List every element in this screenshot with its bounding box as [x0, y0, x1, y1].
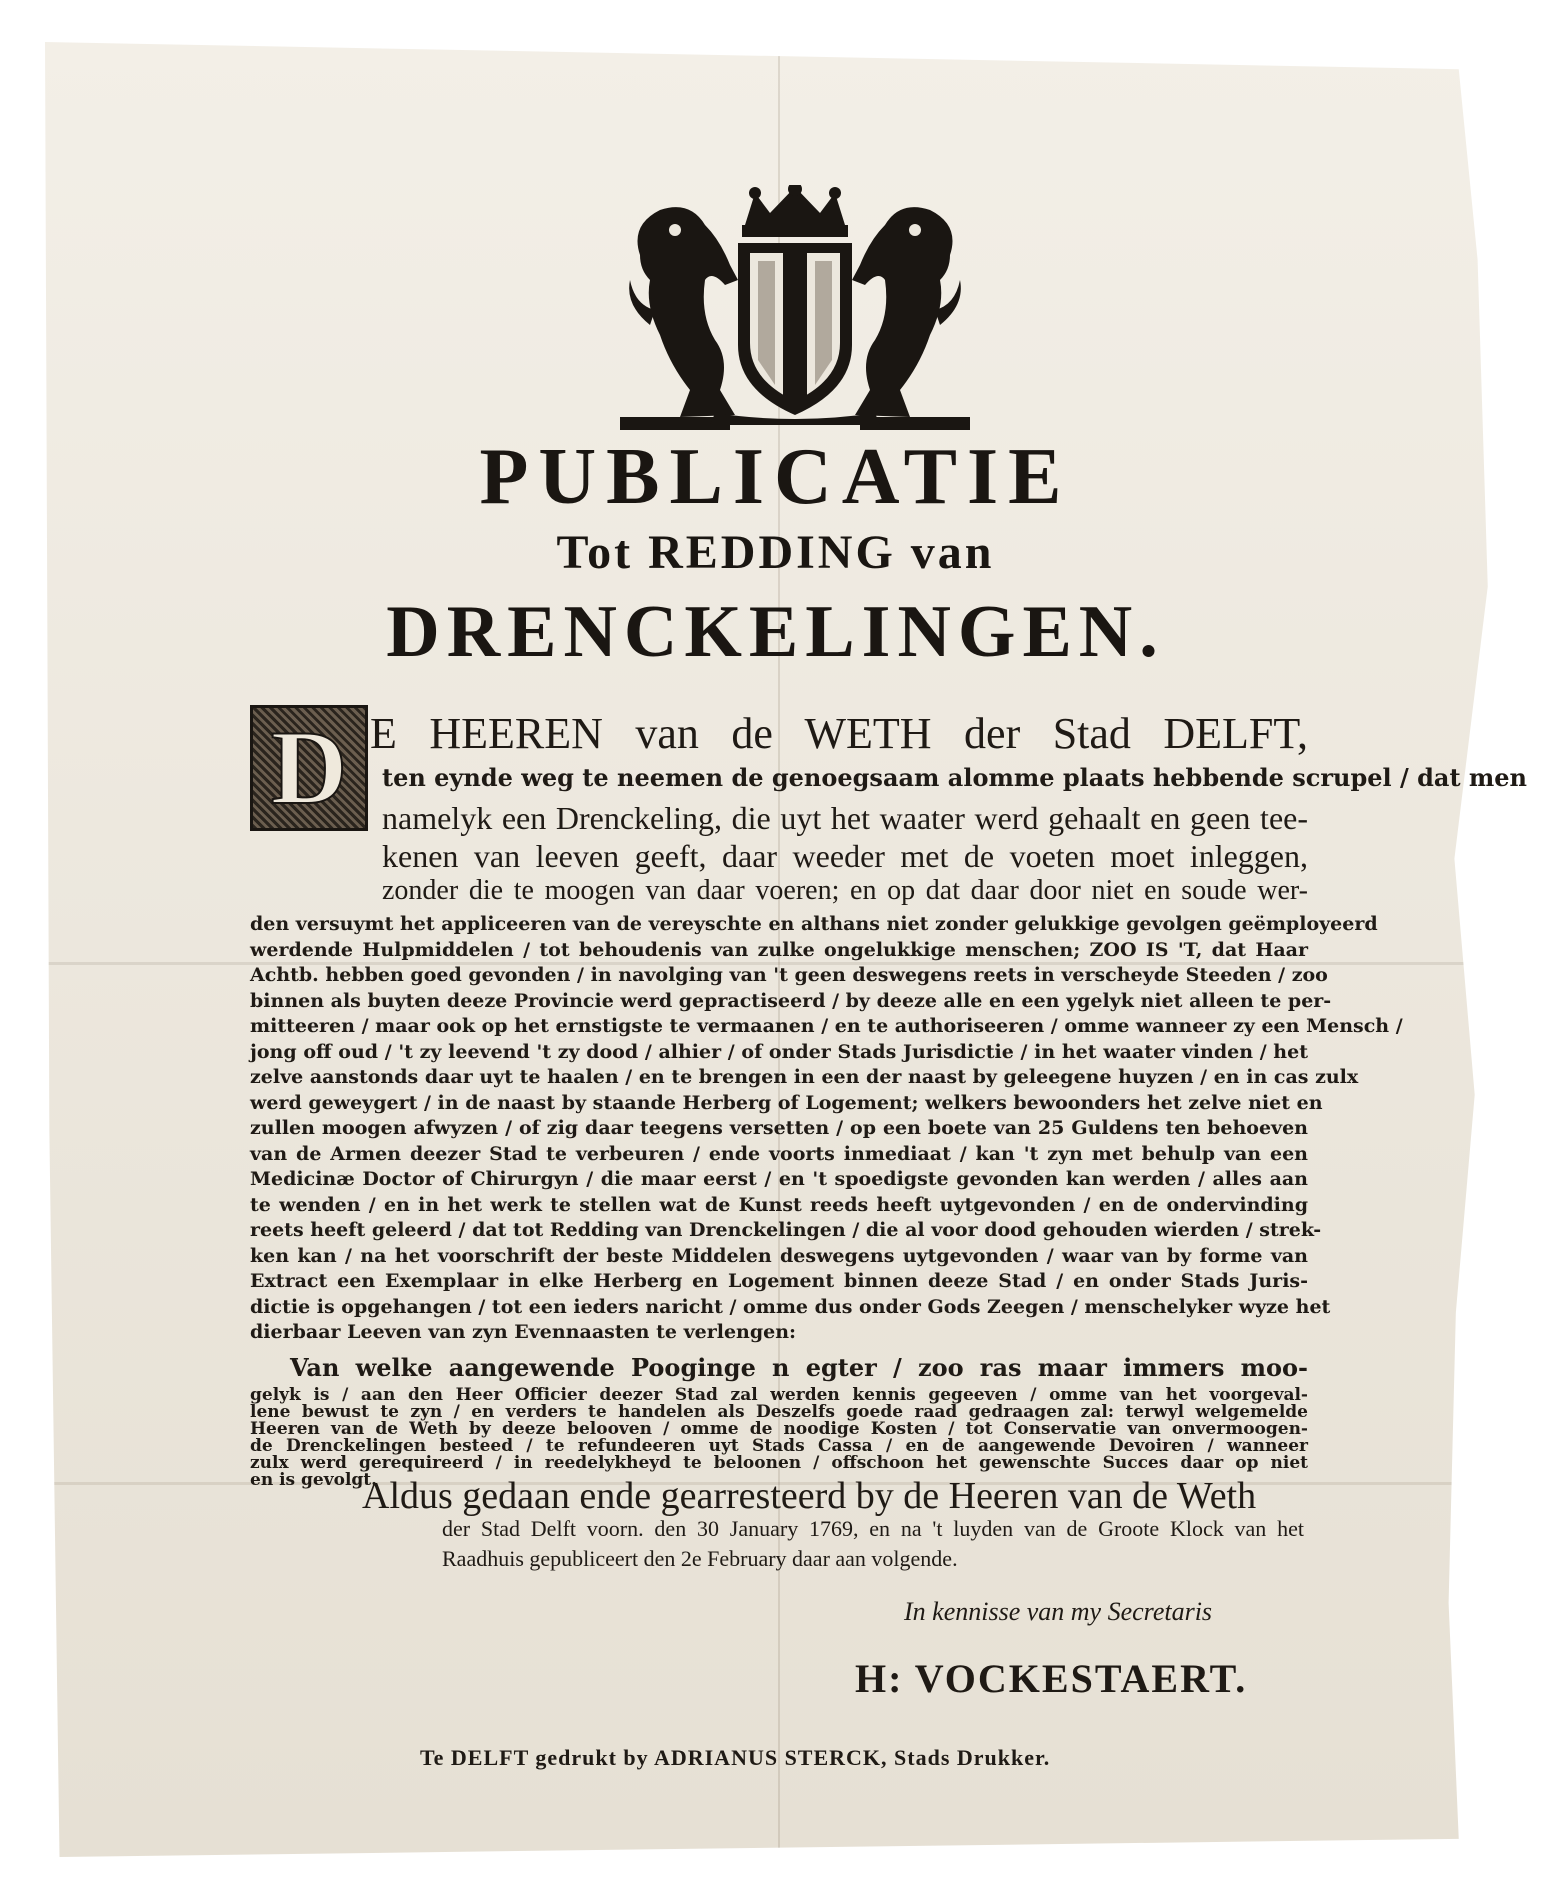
body-line: en is gevolgt.: [250, 1469, 378, 1490]
body-line: Achtb. hebben goed gevonden / in navolging van 't geen deswegens reets in verscheyde Steeden / zoo: [250, 964, 1328, 986]
decorated-initial-letter: D: [270, 709, 348, 826]
body-line: dictie is opgehangen / tot een ieders naricht / omme dus onder Gods Zeegen / menschelyker wyze het: [250, 1295, 1331, 1318]
closing-date-line: der Stad Delft voorn. den 30 January 1769, en na 't luyden van de Groote Klock van het: [442, 1516, 1304, 1541]
body-line: gelyk is / aan den Heer Officier deezer Stad zal werden kennis gegeeven / omme van het voorgeval-: [250, 1384, 1308, 1405]
body-line: Heeren van de Weth by deeze belooven / omme de noodige Kosten / tot Conservatie van onvermoogen-: [250, 1418, 1308, 1439]
body-line: werdende Hulpmiddelen / tot behoudenis van zulke ongelukkige menschen; ZOO IS 'T, dat Haar: [250, 938, 1308, 961]
closing-publication-line: Raadhuis gepubliceert den 2e February daar aan volgende.: [442, 1546, 958, 1571]
body-line: lene bewust te zyn / en verders te handelen als Deszelfs goede raad gedraagen zal: terwyl welgemelde: [250, 1401, 1308, 1422]
body-line: zulx werd gerequireerd / in reedelykheyd te beloonen / offschoon het gewenschte Succes daar op niet: [250, 1452, 1308, 1473]
body-line: werd geweygert / in de naast by staande Herberg of Logement; welkers bewoonders het zelve niet en: [250, 1091, 1323, 1114]
printer-imprint: Te DELFT gedrukt by ADRIANUS STERCK, Stads Drukker.: [420, 1745, 1051, 1770]
coat-of-arms-icon: [620, 185, 970, 430]
secretary-attestation: In kennisse van my Secretaris: [904, 1597, 1213, 1626]
body-line: de Drenckelingen besteed / te refundeeren uyt Stads Cassa / en de aangewende Devoiren / wanneer: [250, 1435, 1308, 1456]
body-line: ken kan / na het voorschrift der beste Middelen deswegens uytgevonden / waar van by forme van: [250, 1244, 1308, 1267]
body-line: dierbaar Leeven van zyn Evennaasten te verlengen:: [250, 1321, 797, 1343]
body-line: van de Armen deezer Stad te verbeuren / ende voorts inmediaat / kan 't zyn met behulp van een: [250, 1142, 1308, 1165]
body-line-emphasis: Van welke aangewende Pooginge n egter / zoo ras maar immers moo-: [290, 1352, 1308, 1382]
body-line: jong off oud / 't zy leevend 't zy dood / alhier / of onder Stads Jurisdictie / in het waater vinden / het: [250, 1040, 1308, 1063]
body-line: namelyk een Drenckeling, die uyt het waater werd gehaalt en geen tee-: [382, 800, 1308, 836]
closing-statement: Aldus gedaan ende gearresteerd by de Heeren van de Weth: [362, 1475, 1257, 1517]
body-line: E HEEREN van de WETH der Stad DELFT,: [370, 709, 1308, 758]
body-line: den versuymt het appliceeren van de vereyschte en althans niet zonder gelukkige gevolgen geëmployeerd: [250, 913, 1378, 935]
body-line: reets heeft geleerd / dat tot Redding van Drenckelingen / die al voor dood gehouden wierden / strek-: [250, 1219, 1322, 1241]
body-line: kenen van leeven geeft, daar weeder met de voeten moet inleggen,: [382, 838, 1308, 874]
decorated-initial: [250, 705, 368, 831]
body-line: zullen moogen afwyzen / of zig daar teegens versetten / op een boete van 25 Guldens ten behoeven: [250, 1117, 1308, 1139]
body-line: zelve aanstonds daar uyt te haalen / en te brengen in een der naast by geleegene huyzen / en in cas zulx: [250, 1066, 1359, 1088]
body-line: ten eynde weg te neemen de genoegsaam alomme plaats hebbende scrupel / dat men: [382, 763, 1527, 792]
body-line: te wenden / en in het werk te stellen wat de Kunst reeds heeft uytgevonden / en de ondervinding: [250, 1193, 1308, 1216]
body-line: zonder die te moogen van daar voeren; en op dat daar door niet en soude wer-: [382, 875, 1308, 906]
document-subtitle: Tot REDDING van: [556, 526, 995, 579]
document-title: PUBLICATIE: [479, 433, 1072, 521]
document-subject: DRENCKELINGEN.: [386, 591, 1165, 673]
secretary-signature: H: VOCKESTAERT.: [855, 1656, 1248, 1701]
body-line: Extract een Exemplaar in elke Herberg en Logement binnen deeze Stad / en onder Stads Juris-: [250, 1270, 1308, 1292]
body-line: mitteeren / maar ook op het ernstigste te vermaanen / en te authoriseeren / omme wanneer zy een Mensch /: [250, 1015, 1403, 1037]
body-line: binnen als buyten deeze Provincie werd gepractiseerd / by deeze alle en een ygelyk niet alleen te per-: [250, 989, 1332, 1012]
body-line: Medicinæ Doctor of Chirurgyn / die maar eerst / en 't spoedigste gevonden kan werden / alles aan: [250, 1168, 1308, 1190]
